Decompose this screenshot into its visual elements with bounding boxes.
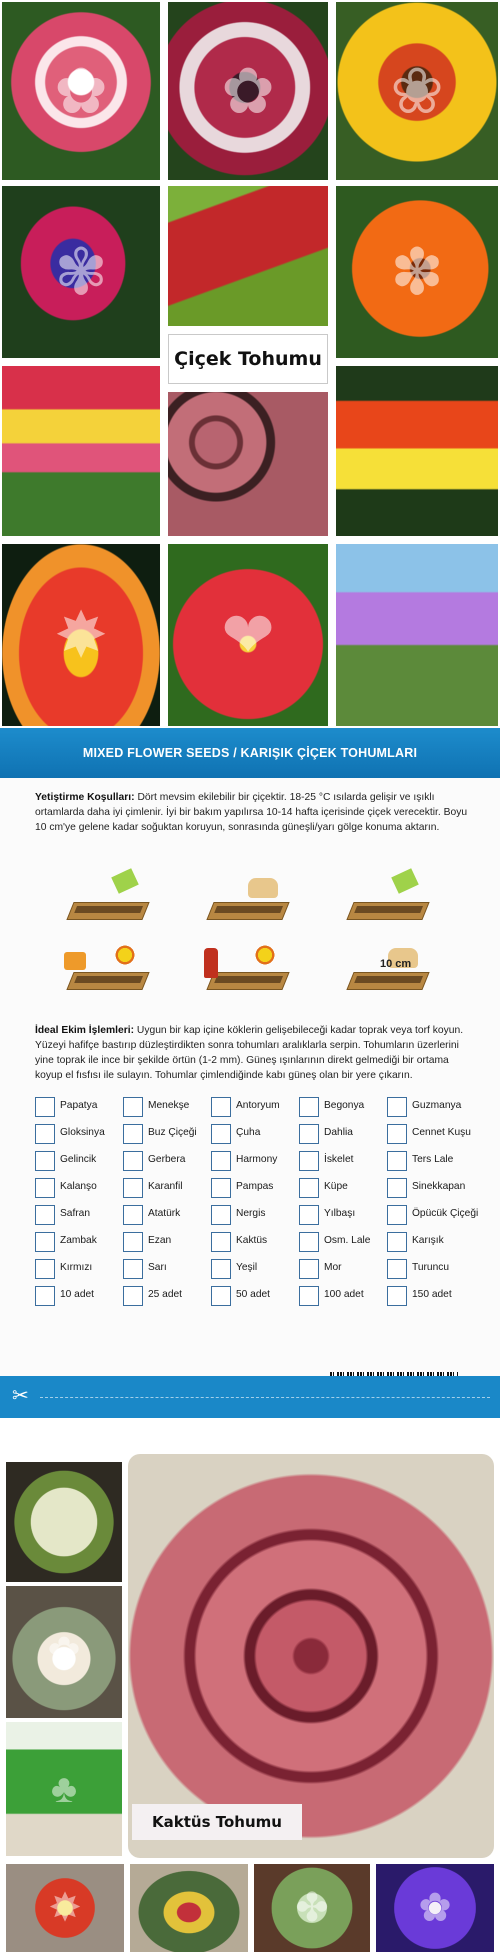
sun-icon [114,944,136,966]
sun-icon [254,944,276,966]
planting-steps-illustration [60,878,460,1018]
checkbox[interactable] [123,1286,143,1306]
checklist-row [35,1204,479,1231]
checklist-item [211,1258,299,1280]
checklist-item-label: 10 adet [60,1289,94,1300]
checklist-item [211,1096,299,1118]
checklist-row [35,1285,475,1312]
flower-icon: ❀ [390,55,444,127]
checklist-item [387,1123,475,1145]
checkbox[interactable] [299,1286,319,1306]
checklist-item [299,1204,387,1226]
checkbox[interactable] [35,1178,55,1198]
checklist-item-label: Karışık [412,1235,444,1246]
planting-instructions-text: Uygun bir kap içine köklerin gelişebileceği kadar toprak veya torf koyun. Yüzeyi hafifçe bastırıp düzleştirdikten sonra tohumları aralıklarla serpin. Tohumların üzerlerini yine toprak ile ince bir şekilde örtün (1-2 mm). Güneş ışınlarının direkt gelmediği bir ortama koyup el fısfısı ile sulayın. Tohumlar çimlendiğinde kabı güneş olan bir yere çıkarın. [35,1025,464,1081]
checklist-item-label: Kaktüs [236,1235,268,1246]
packet-body [0,778,500,1376]
growing-conditions-text: Dört mevsim ekilebilir bir çiçektir. 18-25 °C ısılarda gelişir ve ışıklı ortamlarda daha iyi çimlenir. İyi bir bakım yapılırsa 10-14 hafta içerisinde çiçek verecektir. Boyu 10 cm'ye gelene kadar soğuktan koruyun, sonrasında güneşli/yarı gölge konuma aktarın. [35,792,468,833]
cactus-photo-potted [6,1722,122,1856]
checklist-item [35,1096,123,1118]
flower-icon: ✿ [54,55,108,127]
flower-photo-venus-flytrap [168,186,328,326]
flower-icon: ❤ [221,599,275,671]
checklist-item-label: Nergis [236,1208,266,1219]
checkbox[interactable] [211,1178,231,1198]
checkbox[interactable] [123,1232,143,1252]
checkbox[interactable] [123,1259,143,1279]
checklist-item-label: Harmony [236,1154,278,1165]
flower-photo-grid [0,0,500,728]
checklist-item-label: Menekşe [148,1100,190,1111]
checklist-item [299,1285,387,1307]
checklist-item-label: Kırmızı [60,1262,93,1273]
flower-photo-gloxinia [168,2,328,180]
checklist-item [123,1285,211,1307]
cactus-photo-collage [0,1418,500,1955]
checklist-item [123,1096,211,1118]
cactus-icon: ✤ [295,1886,329,1930]
checklist-item-label: Buz Çiçeği [148,1127,197,1138]
checklist-item [123,1150,211,1172]
flower-icon: ✿ [47,1630,81,1674]
checklist-item-label: Papatya [60,1100,98,1111]
checkbox[interactable] [299,1151,319,1171]
checklist-item-label: Küpe [324,1181,348,1192]
checklist-item-label: Sarı [148,1262,167,1273]
checkbox[interactable] [211,1286,231,1306]
checklist-item-label: Atatürk [148,1208,181,1219]
growing-conditions [35,790,475,835]
cactus-icon: ♣ [50,1767,78,1811]
flower-photo-lithops [168,392,328,536]
checklist-item-label: Çuha [236,1127,261,1138]
checklist-item [211,1150,299,1172]
checklist-item-label: 50 adet [236,1289,270,1300]
checklist-item [211,1123,299,1145]
checklist-item-label: Gelincik [60,1154,97,1165]
checkbox[interactable] [35,1151,55,1171]
cactus-photo-succulent [254,1864,370,1952]
planting-instructions-title: İdeal Ekim İşlemleri: [35,1025,135,1036]
cactus-photo-star [6,1864,124,1952]
checklist-item-label: Osm. Lale [324,1235,371,1246]
checkbox[interactable] [387,1286,407,1306]
lithops-photo [128,1454,494,1858]
checklist-item-label: Yılbaşı [324,1208,356,1219]
scissors-icon: ✂ [12,1385,29,1407]
packet-title: MIXED FLOWER SEEDS / KARIŞIK ÇİÇEK TOHUMLARI [82,746,418,760]
flower-icon: ✿ [418,1886,452,1930]
flower-icon: ✽ [390,236,444,308]
cactus-photo-flowering [6,1586,122,1718]
growing-conditions-title: Yetiştirme Koşulları: [35,792,135,803]
checklist-item [123,1204,211,1226]
checklist-item [299,1177,387,1199]
checkbox[interactable] [123,1205,143,1225]
flower-seed-label-text: Çiçek Tohumu [174,348,322,370]
checkbox[interactable] [35,1259,55,1279]
checklist-item-label: Begonya [324,1100,365,1111]
packet-header [0,728,500,778]
flower-photo-guzmania [2,544,160,726]
checklist-item [299,1258,387,1280]
checklist-item-label: Guzmanya [412,1100,462,1111]
checklist-item [35,1177,123,1199]
checkbox[interactable] [387,1232,407,1252]
checklist-item-label: Pampas [236,1181,274,1192]
checklist-item-label: Karanfil [148,1181,183,1192]
flower-photo-dahlia [336,2,498,180]
checklist-item-label: 25 adet [148,1289,182,1300]
checklist-item [387,1177,475,1199]
checklist-item [387,1258,475,1280]
step-6 [340,948,440,998]
checklist-item-label: Kalanşo [60,1181,97,1192]
checklist-row [35,1258,475,1285]
checklist-row [35,1096,475,1123]
checkbox[interactable] [35,1232,55,1252]
checkbox[interactable] [211,1232,231,1252]
checkbox[interactable] [35,1286,55,1306]
checklist-item-label: Zambak [60,1235,97,1246]
step-3 [340,878,440,928]
checkbox[interactable] [299,1259,319,1279]
checklist-row [35,1231,475,1258]
checklist-item [35,1150,123,1172]
checkbox[interactable] [211,1097,231,1117]
height-measure-label: 10 cm [380,958,412,970]
checklist-item [387,1204,479,1226]
flower-photo-lily [336,186,498,358]
checklist-item-label: Gerbera [148,1154,186,1165]
checklist-item [211,1231,299,1253]
step-4 [60,948,160,998]
checklist-item [123,1123,211,1145]
checkbox[interactable] [387,1205,407,1225]
planting-instructions [35,1023,475,1083]
checkbox[interactable] [387,1259,407,1279]
step-2 [200,878,300,928]
checklist-item [123,1231,211,1253]
flower-photo-anthurium [168,544,328,726]
checklist-row [35,1150,475,1177]
checklist-item-label: Turuncu [412,1262,449,1273]
checkbox[interactable] [211,1124,231,1144]
checklist-item [123,1258,211,1280]
flower-icon: ✸ [48,1886,82,1930]
checklist-item-label: Öpücük Çiçeği [412,1208,479,1219]
checkbox[interactable] [211,1151,231,1171]
packet-cut-strip [0,1376,500,1418]
watering-can-icon [64,952,86,970]
cactus-seed-label-text: Kaktüs Tohumu [152,1813,282,1831]
checkbox[interactable] [299,1178,319,1198]
checklist-item [211,1285,299,1307]
cactus-photo-purple-flower [376,1864,494,1952]
checkbox[interactable] [211,1205,231,1225]
checkbox[interactable] [299,1205,319,1225]
checkbox[interactable] [387,1097,407,1117]
seed-packet [0,728,500,1418]
checkbox[interactable] [299,1232,319,1252]
checkbox[interactable] [387,1151,407,1171]
checkbox[interactable] [123,1124,143,1144]
checklist-item [211,1177,299,1199]
checklist-item [35,1204,123,1226]
checklist-item-label: İskelet [324,1154,354,1165]
step-1 [60,878,160,928]
flower-icon: ✿ [221,55,275,127]
checkbox[interactable] [387,1178,407,1198]
checklist-item-label: Safran [60,1208,91,1219]
spray-bottle-icon [204,948,218,978]
checklist-item-label: Sinekkapan [412,1181,466,1192]
checkbox[interactable] [299,1097,319,1117]
checklist-item-label: Dahlia [324,1127,353,1138]
checklist-item [35,1285,123,1307]
checklist-row [35,1177,475,1204]
checkbox[interactable] [35,1205,55,1225]
checklist-item [123,1177,211,1199]
checklist-item-label: 100 adet [324,1289,364,1300]
checklist-item [299,1123,387,1145]
checkbox[interactable] [299,1124,319,1144]
checklist-item [387,1150,475,1172]
flower-photo-pampas-grass [336,544,498,726]
checkbox[interactable] [123,1178,143,1198]
checklist-item-label: Ters Lale [412,1154,454,1165]
checklist-item-label: Cennet Kuşu [412,1127,471,1138]
checklist-item-label: Gloksinya [60,1127,105,1138]
flower-photo-tulips [2,366,160,536]
checklist-row [35,1123,475,1150]
flower-icon: ✾ [54,236,108,308]
checklist-item-label: 150 adet [412,1289,452,1300]
checkbox[interactable] [211,1259,231,1279]
checkbox[interactable] [35,1097,55,1117]
flower-photo-begonia [2,2,160,180]
checklist-item [299,1231,387,1253]
checklist-item [299,1096,387,1118]
checklist-item-label: Mor [324,1262,342,1273]
cactus-photo-astrophytum [130,1864,248,1952]
checklist-item [299,1150,387,1172]
cactus-photo-white [6,1462,122,1582]
checklist-item [387,1285,475,1307]
checklist-item [211,1204,299,1226]
checkbox[interactable] [387,1124,407,1144]
checkbox[interactable] [35,1124,55,1144]
cut-line [40,1397,490,1398]
checklist-item [387,1096,475,1118]
checklist-item [35,1123,123,1145]
checklist-item [35,1258,123,1280]
checklist-item [387,1231,475,1253]
cactus-seed-label [132,1804,302,1840]
checkbox[interactable] [123,1151,143,1171]
checklist-item-label: Antoryum [236,1100,280,1111]
checklist-item-label: Yeşil [236,1262,258,1273]
flower-icon: ✸ [54,599,108,671]
checkbox[interactable] [123,1097,143,1117]
checklist-item [35,1231,123,1253]
flower-photo-crown-imperial [336,366,498,536]
flower-photo-fuchsia [2,186,160,358]
step-5 [200,948,300,998]
flower-seed-label [168,334,328,384]
checklist-item-label: Ezan [148,1235,172,1246]
